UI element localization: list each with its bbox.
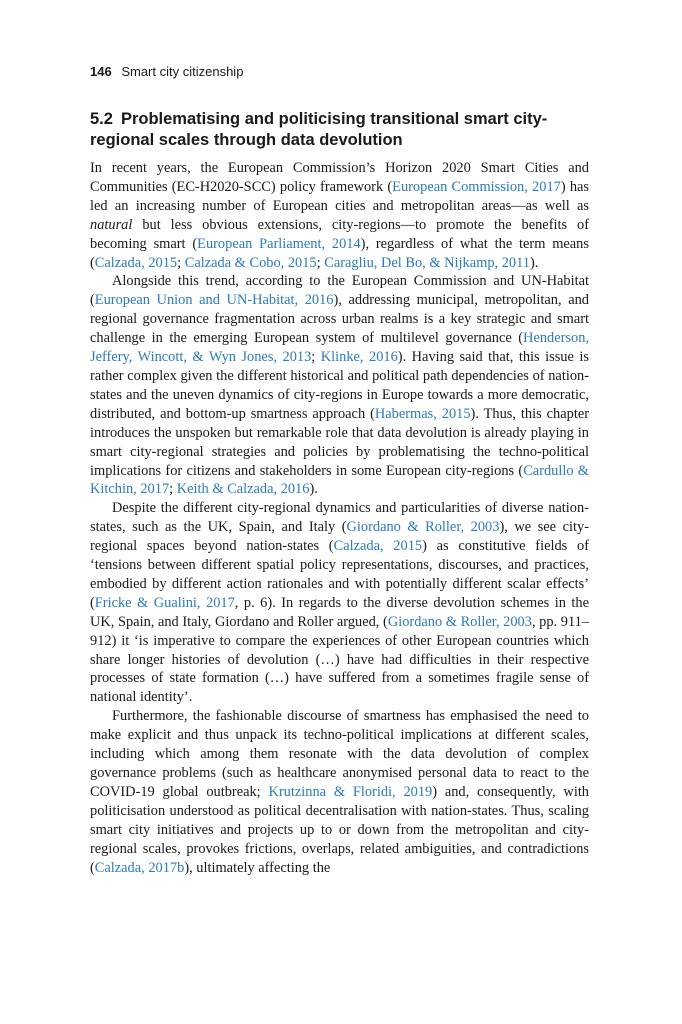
text-run: ; bbox=[316, 254, 325, 271]
text-run: , pp. 911–912) it ‘is imperative to compare the experiences of other European countries which share longer histories of devolution (…) have had difficulties in their respective processes of state formation (…) have suffered from a sometimes fragile sense of national identity’. bbox=[90, 613, 589, 706]
citation-link[interactable]: Caragliu, Del Bo, & Nijkamp, 2011 bbox=[324, 254, 530, 271]
text-run: but less obvious extensions, city-regions—to promote the benefits of becoming smart ( bbox=[90, 216, 589, 252]
section-number: 5.2 bbox=[90, 110, 113, 128]
text-run: In recent years, the European Commission’s Horizon 2020 Smart Cities and Communities (EC-H2020-SCC) policy framework ( bbox=[90, 160, 589, 195]
running-head-title: Smart city citizenship bbox=[121, 64, 244, 79]
citation-link[interactable]: Habermas, 2015 bbox=[374, 405, 471, 422]
section-title-text: Problematising and politicising transitional smart city-regional scales through data devolution bbox=[90, 110, 548, 149]
emphasis-text: natural bbox=[90, 216, 133, 233]
citation-link[interactable]: Henderson, Jeffery, Wincott, & Wyn Jones, 2013 bbox=[90, 330, 589, 366]
text-run: Alongside this trend, according to the European Commission and UN-Habitat ( bbox=[90, 273, 589, 309]
citation-link[interactable]: European Union and UN-Habitat, 2016 bbox=[94, 292, 334, 309]
citation-link[interactable]: Giordano & Roller, 2003 bbox=[346, 519, 500, 536]
citation-link[interactable]: Cardullo & Kitchin, 2017 bbox=[90, 462, 590, 498]
citation-link[interactable]: European Commission, 2017 bbox=[392, 178, 561, 195]
page-number: 146 bbox=[90, 64, 112, 79]
citation-link[interactable]: Fricke & Gualini, 2017 bbox=[94, 594, 235, 611]
citation-link[interactable]: Calzada, 2015 bbox=[333, 538, 423, 555]
text-run: ), regardless of what the term means ( bbox=[90, 235, 589, 271]
paragraph bbox=[90, 499, 589, 707]
text-run: ), we see city-regional spaces beyond nation-states ( bbox=[90, 519, 589, 555]
text-run: ) as constitutive fields of ‘tensions between different spatial policy representations, discourses, and practices, embodied by different action rationales and with potentially different scalar effects’ ( bbox=[90, 538, 589, 611]
text-run: , p. 6). In regards to the diverse devolution schemes in the UK, Spain, and Italy, Giordano and Roller argued, ( bbox=[90, 594, 590, 630]
citation-link[interactable]: Klinke, 2016 bbox=[320, 349, 398, 366]
text-run: ). Thus, this chapter introduces the unspoken but remarkable role that data devolution is already playing in smart city-regional strategies and policies by problematising the techno-political implications for citizens and stakeholders in some European city-regions ( bbox=[90, 405, 589, 479]
citation-link[interactable]: European Parliament, 2014 bbox=[197, 235, 361, 252]
text-run: ; bbox=[311, 349, 321, 366]
section-heading bbox=[90, 109, 590, 151]
text-run: ). Having said that, this issue is rather complex given the different historical and political path dependencies of nation-states and the uneven dynamics of city-regions in Europe towards a more democratic, distributed, and bottom-up smartness approach ( bbox=[90, 349, 589, 422]
citation-link[interactable]: Krutzinna & Floridi, 2019 bbox=[268, 783, 433, 800]
text-run: ) has led an increasing number of European cities and metropolitan areas—as well as bbox=[90, 178, 590, 214]
paragraph bbox=[90, 707, 589, 877]
citation-link[interactable]: Calzada, 2017b bbox=[94, 859, 185, 876]
text-run: ), addressing municipal, metropolitan, and regional governance fragmentation across urban realms is a key strategic and smart challenge in the emerging European system of multilevel governance ( bbox=[90, 292, 589, 347]
paragraph bbox=[90, 272, 589, 499]
running-head bbox=[90, 64, 243, 79]
text-run: ). bbox=[309, 481, 318, 498]
citation-link[interactable]: Calzada, 2015 bbox=[94, 254, 178, 271]
body-text bbox=[90, 159, 589, 877]
paragraph bbox=[90, 159, 589, 272]
text-run: Furthermore, the fashionable discourse of smartness has emphasised the need to make explicit and thus unpack its techno-political implications at different scales, including which among them resonate with the data devolution of complex governance problems (such as healthcare anonymised personal data to react to the COVID-19 global outbreak; bbox=[90, 708, 589, 800]
text-run: ; bbox=[177, 254, 185, 271]
text-run: ; bbox=[169, 481, 177, 498]
text-run: ) and, consequently, with politicisation understood as political decentralisation with nation-states. Thus, scaling smart city initiatives and projects up to or down from the metropolitan and city-regional scales, provokes frictions, overlaps, related ambiguities, and contradictions ( bbox=[90, 783, 590, 876]
text-run: ). bbox=[529, 254, 539, 271]
citation-link[interactable]: Giordano & Roller, 2003 bbox=[387, 613, 532, 630]
text-run: ), ultimately affecting the bbox=[184, 859, 331, 876]
citation-link[interactable]: Keith & Calzada, 2016 bbox=[176, 481, 310, 498]
text-run: Despite the different city-regional dynamics and particularities of diverse nation-states, such as the UK, Spain, and Italy ( bbox=[90, 500, 589, 536]
citation-link[interactable]: Calzada & Cobo, 2015 bbox=[184, 254, 317, 271]
